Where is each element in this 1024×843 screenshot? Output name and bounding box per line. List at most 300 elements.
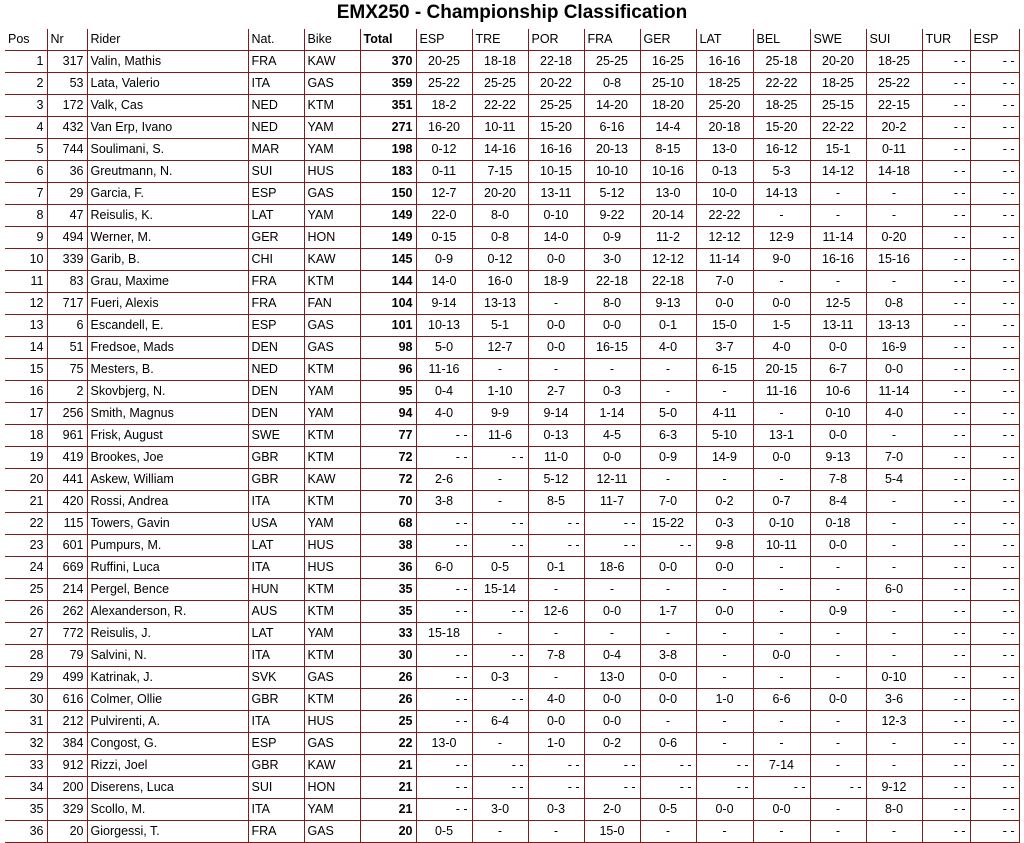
column-header-sui: SUI bbox=[866, 29, 922, 50]
cell-ger: 22-18 bbox=[640, 270, 696, 292]
cell-ger: 1-7 bbox=[640, 600, 696, 622]
cell-ger: 0-1 bbox=[640, 314, 696, 336]
cell-total: 95 bbox=[360, 380, 416, 402]
cell-esp2: - - bbox=[970, 50, 1019, 72]
cell-lat: 0-0 bbox=[696, 292, 753, 314]
cell-pos: 21 bbox=[5, 490, 47, 512]
cell-nr: 616 bbox=[47, 688, 87, 710]
cell-tur: - - bbox=[922, 512, 970, 534]
cell-total: 68 bbox=[360, 512, 416, 534]
cell-por: - bbox=[528, 292, 584, 314]
column-header-ger: GER bbox=[640, 29, 696, 50]
cell-esp: 0-11 bbox=[416, 160, 472, 182]
cell-por: 18-9 bbox=[528, 270, 584, 292]
cell-bike: KTM bbox=[304, 270, 360, 292]
cell-ger: 8-15 bbox=[640, 138, 696, 160]
cell-swe: 14-12 bbox=[810, 160, 866, 182]
cell-nat: ITA bbox=[248, 72, 304, 94]
cell-swe: - bbox=[810, 666, 866, 688]
cell-sui: - bbox=[866, 556, 922, 578]
cell-nat: LAT bbox=[248, 622, 304, 644]
cell-nat: DEN bbox=[248, 402, 304, 424]
cell-pos: 26 bbox=[5, 600, 47, 622]
cell-tre: - - bbox=[472, 446, 528, 468]
cell-rider: Garib, B. bbox=[87, 248, 248, 270]
cell-esp: 0-12 bbox=[416, 138, 472, 160]
cell-ger: - bbox=[640, 578, 696, 600]
table-row bbox=[5, 226, 1019, 248]
cell-esp2: - - bbox=[970, 776, 1019, 798]
cell-esp: 12-7 bbox=[416, 182, 472, 204]
table-row bbox=[5, 710, 1019, 732]
table-row bbox=[5, 402, 1019, 424]
table-row bbox=[5, 644, 1019, 666]
cell-pos: 13 bbox=[5, 314, 47, 336]
cell-por: 1-0 bbox=[528, 732, 584, 754]
cell-pos: 16 bbox=[5, 380, 47, 402]
column-header-swe: SWE bbox=[810, 29, 866, 50]
cell-nr: 115 bbox=[47, 512, 87, 534]
cell-nat: HUN bbox=[248, 578, 304, 600]
cell-sui: 11-14 bbox=[866, 380, 922, 402]
cell-fra: 18-6 bbox=[584, 556, 640, 578]
cell-esp: 10-13 bbox=[416, 314, 472, 336]
cell-por: 8-5 bbox=[528, 490, 584, 512]
cell-por: 10-15 bbox=[528, 160, 584, 182]
table-row bbox=[5, 94, 1019, 116]
cell-tre: 11-6 bbox=[472, 424, 528, 446]
cell-rider: Colmer, Ollie bbox=[87, 688, 248, 710]
cell-lat: 5-10 bbox=[696, 424, 753, 446]
cell-bel: 20-15 bbox=[753, 358, 810, 380]
cell-tre: 15-14 bbox=[472, 578, 528, 600]
column-header-lat: LAT bbox=[696, 29, 753, 50]
cell-tur: - - bbox=[922, 380, 970, 402]
table-row bbox=[5, 468, 1019, 490]
cell-tre: 18-18 bbox=[472, 50, 528, 72]
cell-esp: - - bbox=[416, 776, 472, 798]
cell-fra: 16-15 bbox=[584, 336, 640, 358]
cell-bike: YAM bbox=[304, 402, 360, 424]
cell-fra: - - bbox=[584, 534, 640, 556]
cell-bel: 0-0 bbox=[753, 798, 810, 820]
cell-total: 26 bbox=[360, 688, 416, 710]
cell-ger: 12-12 bbox=[640, 248, 696, 270]
cell-bike: GAS bbox=[304, 314, 360, 336]
cell-ger: 0-0 bbox=[640, 688, 696, 710]
cell-sui: 13-13 bbox=[866, 314, 922, 336]
cell-lat: - - bbox=[696, 776, 753, 798]
cell-esp2: - - bbox=[970, 732, 1019, 754]
cell-nr: 36 bbox=[47, 160, 87, 182]
cell-tre: - - bbox=[472, 688, 528, 710]
cell-lat: 11-14 bbox=[696, 248, 753, 270]
cell-esp2: - - bbox=[970, 314, 1019, 336]
cell-esp: - - bbox=[416, 446, 472, 468]
cell-esp: 13-0 bbox=[416, 732, 472, 754]
cell-bel: - bbox=[753, 270, 810, 292]
cell-fra: 14-20 bbox=[584, 94, 640, 116]
cell-lat: - bbox=[696, 380, 753, 402]
cell-bike: GAS bbox=[304, 72, 360, 94]
cell-lat: 16-16 bbox=[696, 50, 753, 72]
cell-total: 21 bbox=[360, 798, 416, 820]
cell-bike: GAS bbox=[304, 336, 360, 358]
cell-tur: - - bbox=[922, 226, 970, 248]
table-row bbox=[5, 490, 1019, 512]
cell-pos: 36 bbox=[5, 820, 47, 842]
cell-lat: - bbox=[696, 578, 753, 600]
cell-lat: 12-12 bbox=[696, 226, 753, 248]
cell-fra: 8-0 bbox=[584, 292, 640, 314]
cell-por: 4-0 bbox=[528, 688, 584, 710]
cell-bel: 0-0 bbox=[753, 446, 810, 468]
cell-ger: 0-6 bbox=[640, 732, 696, 754]
column-header-bel: BEL bbox=[753, 29, 810, 50]
cell-ger: 4-0 bbox=[640, 336, 696, 358]
cell-por: - - bbox=[528, 534, 584, 556]
cell-pos: 27 bbox=[5, 622, 47, 644]
cell-total: 21 bbox=[360, 776, 416, 798]
cell-esp2: - - bbox=[970, 798, 1019, 820]
cell-pos: 10 bbox=[5, 248, 47, 270]
cell-nr: 83 bbox=[47, 270, 87, 292]
cell-pos: 19 bbox=[5, 446, 47, 468]
cell-esp: - - bbox=[416, 600, 472, 622]
cell-nr: 441 bbox=[47, 468, 87, 490]
cell-esp2: - - bbox=[970, 710, 1019, 732]
cell-nr: 47 bbox=[47, 204, 87, 226]
cell-tre: 1-10 bbox=[472, 380, 528, 402]
cell-pos: 31 bbox=[5, 710, 47, 732]
cell-nat: NED bbox=[248, 358, 304, 380]
cell-bike: HON bbox=[304, 776, 360, 798]
cell-lat: 0-0 bbox=[696, 600, 753, 622]
cell-ger: 18-20 bbox=[640, 94, 696, 116]
cell-sui: 18-25 bbox=[866, 50, 922, 72]
cell-esp: 22-0 bbox=[416, 204, 472, 226]
cell-bel: - bbox=[753, 578, 810, 600]
cell-lat: 15-0 bbox=[696, 314, 753, 336]
cell-tur: - - bbox=[922, 402, 970, 424]
cell-tre: 6-4 bbox=[472, 710, 528, 732]
table-body bbox=[5, 50, 1019, 842]
cell-nr: 499 bbox=[47, 666, 87, 688]
cell-nat: FRA bbox=[248, 292, 304, 314]
cell-tur: - - bbox=[922, 160, 970, 182]
cell-nr: 384 bbox=[47, 732, 87, 754]
cell-esp2: - - bbox=[970, 182, 1019, 204]
cell-fra: 0-2 bbox=[584, 732, 640, 754]
cell-bike: KTM bbox=[304, 358, 360, 380]
cell-sui: 5-4 bbox=[866, 468, 922, 490]
cell-bel: 1-5 bbox=[753, 314, 810, 336]
cell-bike: FAN bbox=[304, 292, 360, 314]
cell-sui: 7-0 bbox=[866, 446, 922, 468]
cell-esp: - - bbox=[416, 512, 472, 534]
cell-fra: 0-8 bbox=[584, 72, 640, 94]
cell-total: 33 bbox=[360, 622, 416, 644]
cell-sui: 8-0 bbox=[866, 798, 922, 820]
cell-sui: - bbox=[866, 754, 922, 776]
cell-total: 36 bbox=[360, 556, 416, 578]
cell-nr: 432 bbox=[47, 116, 87, 138]
cell-bel: - bbox=[753, 732, 810, 754]
cell-lat: - bbox=[696, 732, 753, 754]
cell-tre: 10-11 bbox=[472, 116, 528, 138]
cell-lat: 0-0 bbox=[696, 556, 753, 578]
cell-tur: - - bbox=[922, 292, 970, 314]
column-header-tre: TRE bbox=[472, 29, 528, 50]
cell-bel: 10-11 bbox=[753, 534, 810, 556]
cell-swe: 16-16 bbox=[810, 248, 866, 270]
cell-total: 72 bbox=[360, 446, 416, 468]
cell-total: 370 bbox=[360, 50, 416, 72]
cell-total: 72 bbox=[360, 468, 416, 490]
cell-esp: 9-14 bbox=[416, 292, 472, 314]
cell-por: 0-0 bbox=[528, 710, 584, 732]
cell-tre: 16-0 bbox=[472, 270, 528, 292]
cell-bike: GAS bbox=[304, 182, 360, 204]
cell-esp: - - bbox=[416, 710, 472, 732]
cell-nr: 262 bbox=[47, 600, 87, 622]
cell-sui: - bbox=[866, 820, 922, 842]
page-title: EMX250 - Championship Classification bbox=[336, 2, 688, 23]
cell-esp: - - bbox=[416, 578, 472, 600]
table-row bbox=[5, 754, 1019, 776]
cell-nr: 200 bbox=[47, 776, 87, 798]
cell-tre: - - bbox=[472, 754, 528, 776]
table-row bbox=[5, 380, 1019, 402]
cell-fra: 1-14 bbox=[584, 402, 640, 424]
cell-bike: KAW bbox=[304, 468, 360, 490]
cell-swe: - bbox=[810, 710, 866, 732]
cell-bel: - bbox=[753, 204, 810, 226]
classification-table bbox=[5, 29, 1020, 843]
cell-ger: 13-0 bbox=[640, 182, 696, 204]
cell-nr: 329 bbox=[47, 798, 87, 820]
cell-nr: 339 bbox=[47, 248, 87, 270]
cell-esp: - - bbox=[416, 798, 472, 820]
cell-swe: 0-0 bbox=[810, 688, 866, 710]
cell-rider: Scollo, M. bbox=[87, 798, 248, 820]
cell-sui: 0-20 bbox=[866, 226, 922, 248]
cell-fra: 0-0 bbox=[584, 600, 640, 622]
cell-nat: ESP bbox=[248, 314, 304, 336]
cell-fra: 0-0 bbox=[584, 446, 640, 468]
cell-fra: 2-0 bbox=[584, 798, 640, 820]
cell-nat: ITA bbox=[248, 710, 304, 732]
cell-fra: 0-3 bbox=[584, 380, 640, 402]
cell-por: 25-25 bbox=[528, 94, 584, 116]
table-row bbox=[5, 138, 1019, 160]
table-row bbox=[5, 600, 1019, 622]
cell-pos: 8 bbox=[5, 204, 47, 226]
cell-nr: 172 bbox=[47, 94, 87, 116]
cell-nr: 29 bbox=[47, 182, 87, 204]
cell-total: 38 bbox=[360, 534, 416, 556]
cell-lat: 3-7 bbox=[696, 336, 753, 358]
cell-rider: Brookes, Joe bbox=[87, 446, 248, 468]
cell-nr: 717 bbox=[47, 292, 87, 314]
cell-nat: SWE bbox=[248, 424, 304, 446]
cell-swe: 6-7 bbox=[810, 358, 866, 380]
cell-esp2: - - bbox=[970, 72, 1019, 94]
cell-tur: - - bbox=[922, 732, 970, 754]
cell-swe: 22-22 bbox=[810, 116, 866, 138]
cell-bel: 16-12 bbox=[753, 138, 810, 160]
cell-esp2: - - bbox=[970, 248, 1019, 270]
cell-rider: Rizzi, Joel bbox=[87, 754, 248, 776]
cell-bel: - bbox=[753, 556, 810, 578]
cell-lat: - bbox=[696, 666, 753, 688]
cell-ger: 6-3 bbox=[640, 424, 696, 446]
cell-rider: Rossi, Andrea bbox=[87, 490, 248, 512]
cell-lat: - bbox=[696, 710, 753, 732]
cell-pos: 5 bbox=[5, 138, 47, 160]
table-row bbox=[5, 512, 1019, 534]
cell-tre: - - bbox=[472, 534, 528, 556]
table-row bbox=[5, 776, 1019, 798]
cell-fra: 4-5 bbox=[584, 424, 640, 446]
cell-bike: KTM bbox=[304, 490, 360, 512]
cell-esp2: - - bbox=[970, 644, 1019, 666]
cell-fra: 0-0 bbox=[584, 710, 640, 732]
cell-esp: - - bbox=[416, 666, 472, 688]
cell-esp2: - - bbox=[970, 270, 1019, 292]
cell-sui: 22-15 bbox=[866, 94, 922, 116]
cell-tur: - - bbox=[922, 182, 970, 204]
table-row bbox=[5, 578, 1019, 600]
cell-sui: - bbox=[866, 622, 922, 644]
cell-lat: - bbox=[696, 820, 753, 842]
cell-ger: - bbox=[640, 622, 696, 644]
cell-pos: 33 bbox=[5, 754, 47, 776]
table-row bbox=[5, 292, 1019, 314]
cell-esp: - - bbox=[416, 644, 472, 666]
cell-tre: - bbox=[472, 490, 528, 512]
cell-esp2: - - bbox=[970, 292, 1019, 314]
cell-por: 0-0 bbox=[528, 248, 584, 270]
column-header-esp: ESP bbox=[416, 29, 472, 50]
column-header-tur: TUR bbox=[922, 29, 970, 50]
cell-esp: 5-0 bbox=[416, 336, 472, 358]
cell-tur: - - bbox=[922, 446, 970, 468]
cell-esp: - - bbox=[416, 754, 472, 776]
cell-bel: 5-3 bbox=[753, 160, 810, 182]
cell-lat: 14-9 bbox=[696, 446, 753, 468]
cell-total: 271 bbox=[360, 116, 416, 138]
cell-total: 145 bbox=[360, 248, 416, 270]
cell-bel: - bbox=[753, 402, 810, 424]
cell-fra: 13-0 bbox=[584, 666, 640, 688]
cell-rider: Skovbjerg, N. bbox=[87, 380, 248, 402]
cell-fra: 9-22 bbox=[584, 204, 640, 226]
cell-pos: 18 bbox=[5, 424, 47, 446]
cell-swe: 11-14 bbox=[810, 226, 866, 248]
cell-nat: GBR bbox=[248, 688, 304, 710]
table-row bbox=[5, 688, 1019, 710]
cell-esp2: - - bbox=[970, 600, 1019, 622]
cell-pos: 24 bbox=[5, 556, 47, 578]
cell-esp2: - - bbox=[970, 490, 1019, 512]
cell-tur: - - bbox=[922, 688, 970, 710]
cell-nr: 2 bbox=[47, 380, 87, 402]
cell-fra: - - bbox=[584, 776, 640, 798]
cell-ger: 10-16 bbox=[640, 160, 696, 182]
cell-sui: 0-11 bbox=[866, 138, 922, 160]
cell-nat: GBR bbox=[248, 446, 304, 468]
cell-esp: 4-0 bbox=[416, 402, 472, 424]
cell-bike: HUS bbox=[304, 160, 360, 182]
cell-swe: 7-8 bbox=[810, 468, 866, 490]
cell-total: 98 bbox=[360, 336, 416, 358]
cell-ger: - - bbox=[640, 776, 696, 798]
table-row bbox=[5, 732, 1019, 754]
cell-tur: - - bbox=[922, 622, 970, 644]
cell-esp: - - bbox=[416, 688, 472, 710]
cell-esp: 0-4 bbox=[416, 380, 472, 402]
cell-swe: - bbox=[810, 820, 866, 842]
cell-bike: GAS bbox=[304, 820, 360, 842]
cell-tur: - - bbox=[922, 248, 970, 270]
cell-rider: Congost, G. bbox=[87, 732, 248, 754]
cell-pos: 22 bbox=[5, 512, 47, 534]
cell-swe: 0-0 bbox=[810, 336, 866, 358]
cell-rider: Smith, Magnus bbox=[87, 402, 248, 424]
cell-ger: 7-0 bbox=[640, 490, 696, 512]
cell-nr: 6 bbox=[47, 314, 87, 336]
cell-tur: - - bbox=[922, 138, 970, 160]
cell-tre: 0-3 bbox=[472, 666, 528, 688]
cell-nr: 772 bbox=[47, 622, 87, 644]
cell-esp2: - - bbox=[970, 556, 1019, 578]
table-row bbox=[5, 336, 1019, 358]
column-header-por: POR bbox=[528, 29, 584, 50]
cell-tur: - - bbox=[922, 600, 970, 622]
cell-nr: 961 bbox=[47, 424, 87, 446]
cell-sui: 15-16 bbox=[866, 248, 922, 270]
cell-swe: 8-4 bbox=[810, 490, 866, 512]
cell-bel: - bbox=[753, 820, 810, 842]
cell-tur: - - bbox=[922, 754, 970, 776]
cell-esp: 16-20 bbox=[416, 116, 472, 138]
cell-tre: 13-13 bbox=[472, 292, 528, 314]
cell-nr: 212 bbox=[47, 710, 87, 732]
cell-nat: CHI bbox=[248, 248, 304, 270]
cell-bike: YAM bbox=[304, 512, 360, 534]
cell-ger: 11-2 bbox=[640, 226, 696, 248]
cell-nat: GBR bbox=[248, 754, 304, 776]
cell-sui: 0-10 bbox=[866, 666, 922, 688]
cell-tur: - - bbox=[922, 204, 970, 226]
cell-swe: - bbox=[810, 622, 866, 644]
cell-tur: - - bbox=[922, 534, 970, 556]
cell-total: 144 bbox=[360, 270, 416, 292]
cell-nat: ESP bbox=[248, 182, 304, 204]
cell-sui: 20-2 bbox=[866, 116, 922, 138]
cell-bel: 13-1 bbox=[753, 424, 810, 446]
cell-esp: 14-0 bbox=[416, 270, 472, 292]
cell-nat: USA bbox=[248, 512, 304, 534]
cell-esp2: - - bbox=[970, 226, 1019, 248]
cell-por: 5-12 bbox=[528, 468, 584, 490]
cell-swe: 10-6 bbox=[810, 380, 866, 402]
cell-swe: 20-20 bbox=[810, 50, 866, 72]
cell-por: 13-11 bbox=[528, 182, 584, 204]
cell-por: - - bbox=[528, 776, 584, 798]
cell-ger: - - bbox=[640, 754, 696, 776]
